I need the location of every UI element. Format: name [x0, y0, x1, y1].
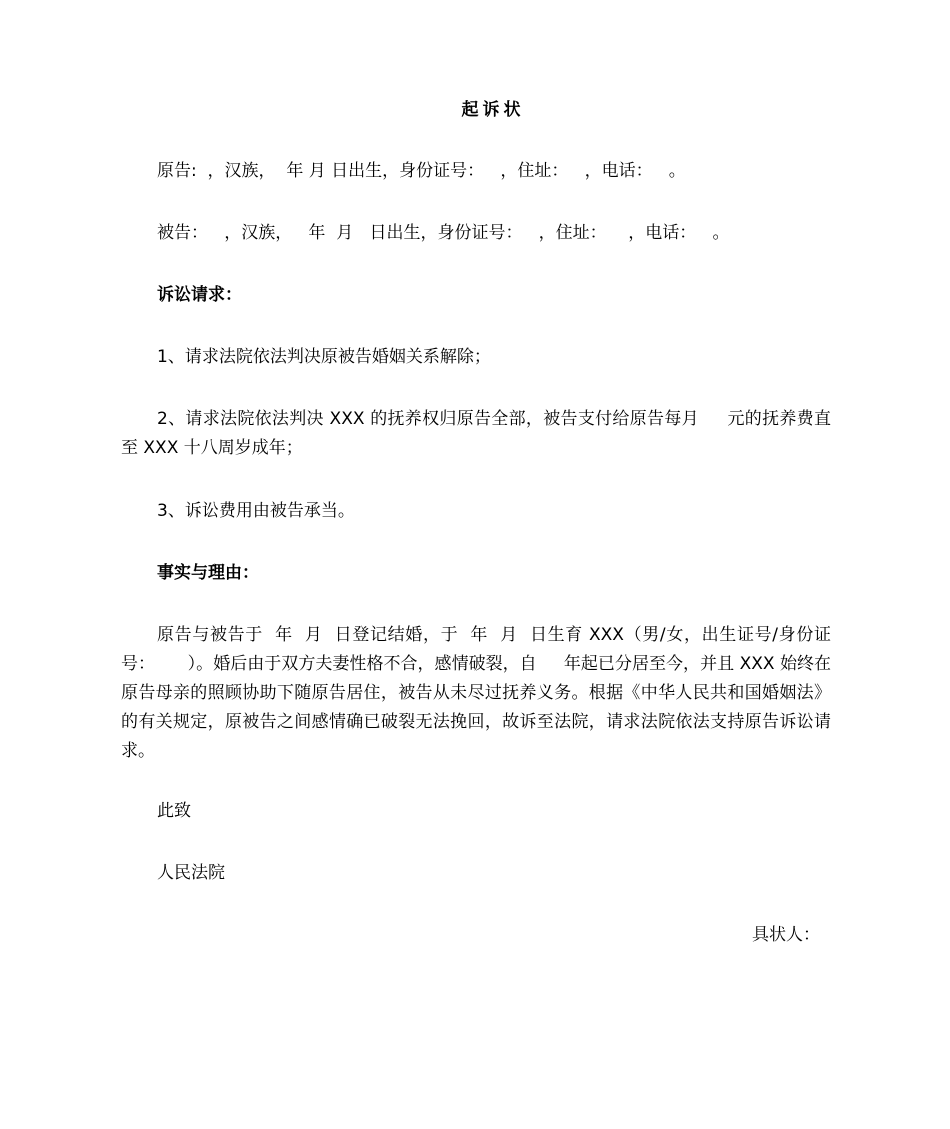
- document-title: 起诉状: [461, 100, 525, 120]
- claim-item-3: 3、诉讼费用由被告承当。: [157, 501, 355, 521]
- plaintiff-info: 原告: ，汉族， 年 月 日出生，身份证号： ，住址： ，电话： 。: [157, 161, 686, 181]
- claims-heading: 诉讼请求：: [157, 285, 242, 305]
- claim-item-1: 1、请求法院依法判决原被告婚姻关系解除；: [157, 347, 491, 367]
- facts-paragraph: 原告与被告于 年 月 日登记结婚，于 年 月 日生育 XXX（男/女，出生证号/身份证号： ）。婚后由于双方夫妻性格不合，感情破裂，自 年起已分居至今，并且 XXX 始终在原告母亲的照顾协助下随原告居住，被告从未尽过抚养义务。根据《中华人民共和国婚姻法》的有关规定，原被告之间感情确已破裂无法挽回，故诉至法院，请求法院依法支持原告诉讼请求。: [121, 625, 831, 761]
- signature-label: 具状人：: [752, 925, 820, 945]
- claim-item-2: 2、请求法院依法判决 XXX 的抚养权归原告全部，被告支付给原告每月 元的抚养费直至 XXX 十八周岁成年；: [121, 409, 831, 458]
- closing-salutation: 此致: [157, 801, 191, 821]
- defendant-info: 被告： ，汉族， 年 月 日出生，身份证号： ，住址： ，电话： 。: [157, 223, 730, 243]
- court-name: 人民法院: [157, 863, 225, 883]
- facts-heading: 事实与理由：: [157, 563, 259, 583]
